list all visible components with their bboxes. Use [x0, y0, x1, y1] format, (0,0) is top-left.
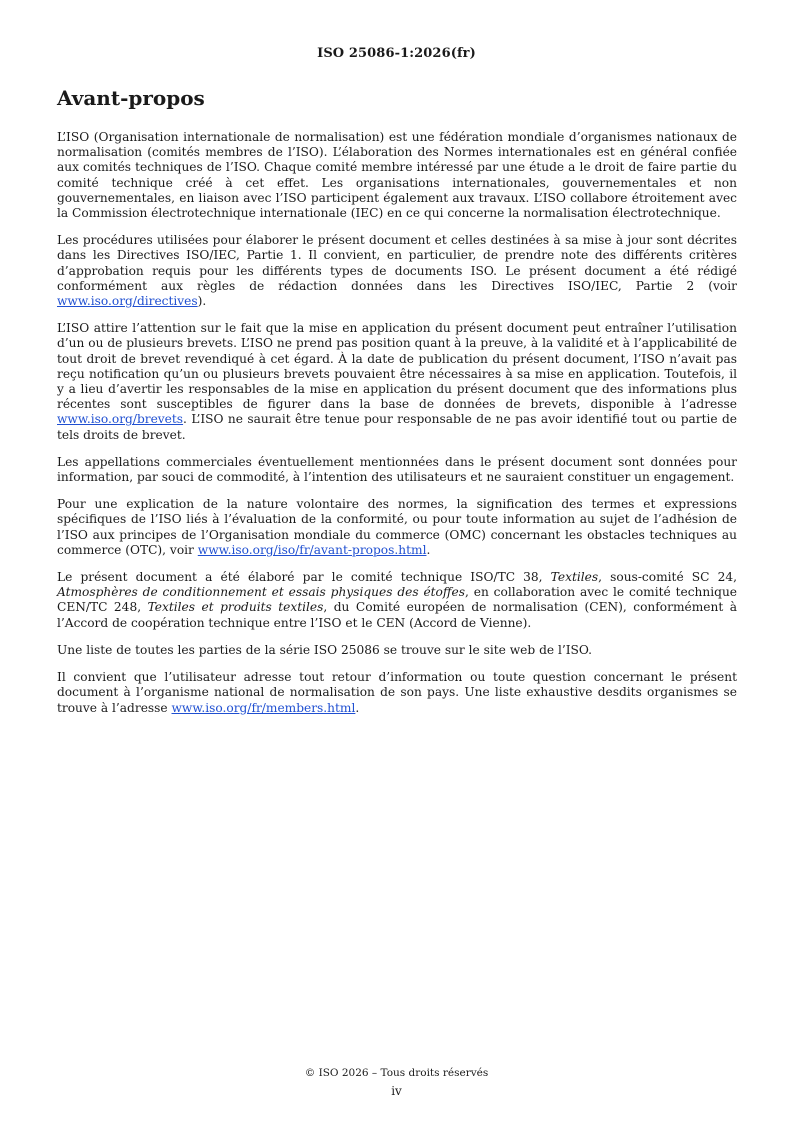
paragraph-text: , du Comité européen de normalisation (CEN), conformément à l’Accord de coopération technique entre l’ISO et le CEN (Accord de Vienne).: [57, 600, 737, 630]
members-link[interactable]: www.iso.org/fr/members.html: [171, 700, 356, 715]
paragraph-feedback: [57, 670, 737, 716]
directives-link[interactable]: www.iso.org/directives: [57, 294, 198, 309]
paragraph-text: L’ISO attire l’attention sur le fait que la mise en application du présent document peut entraîner l’utilisation d’un ou de plusieurs brevets. L’ISO ne prend pas position quant à la preuve, à la validité et à l’applicabilité de tout droit de brevet revendiqué à cet égard. À la date de publication du présent document, l’ISO n’avait pas reçu notification qu’un ou plusieurs brevets pouvaient être nécessaires à sa mise en application. Toutefois, il y a lieu d’avertir les responsables de la mise en application du présent document que des informations plus récentes sont susceptibles de figurer dans la base de données de brevets, disponible à l’adresse: [57, 321, 737, 412]
foreword-info-link[interactable]: www.iso.org/iso/fr/avant-propos.html: [197, 542, 427, 557]
subcommittee-title-italic: Atmosphères de conditionnement et essais physiques des étoffes: [57, 585, 466, 600]
paragraph-text: Pour une explication de la nature volontaire des normes, la signification des termes et expressions spécifiques de l’ISO liés à l’évaluation de la conformité, ou pour toute information au sujet de l’adhésion de l’ISO aux principes de l’Organisation mondiale du commerce (OMC) concernant les obstacles techniques au commerce (OTC), voir: [57, 497, 737, 557]
paragraph-text: .: [355, 700, 360, 715]
foreword-body: [57, 130, 737, 728]
copyright-notice: © ISO 2026 – Tous droits réservés: [304, 1067, 489, 1079]
paragraph-iso-intro: L’ISO (Organisation internationale de normalisation) est une fédération mondiale d’organismes nationaux de normalisation (comités membres de l’ISO). L’élaboration des Normes internationales est en général confiée aux comités techniques de l’ISO. Chaque comité membre intéressé par une étude a le droit de faire partie du comité technique créé à cet effet. Les organisations internationales, gouvernementales et non gouvernementales, en liaison avec l’ISO participent également aux travaux. L’ISO collabore étroitement avec la Commission électrotechnique internationale (IEC) en ce qui concerne la normalisation électrotechnique.: [57, 130, 737, 221]
paragraph-text: Le présent document a été élaboré par le comité technique ISO/TC 38,: [57, 570, 551, 585]
paragraph-text: ).: [197, 294, 207, 309]
paragraph-text: , en collaboration avec le comité technique CEN/TC 248,: [57, 585, 738, 615]
document-identifier: ISO 25086-1:2026(fr): [317, 46, 476, 61]
patents-link[interactable]: www.iso.org/brevets: [57, 412, 184, 427]
paragraph-committee: [57, 570, 737, 631]
paragraph-text: Il convient que l’utilisateur adresse tout retour d’information ou toute question concernant le présent document à l’organisme national de normalisation de son pays. Une liste exhaustive desdits organismes se trouve à l’adresse: [57, 670, 737, 715]
paragraph-trade-names: Les appellations commerciales éventuellement mentionnées dans le présent document sont données pour information, par souci de commodité, à l’intention des utilisateurs et ne sauraient constituer un engagement.: [57, 454, 737, 485]
committee-title-italic: Textiles: [550, 570, 599, 585]
paragraph-patents: [57, 321, 737, 443]
cen-committee-title-italic: Textiles et produits textiles: [147, 600, 324, 615]
page-number: iv: [391, 1084, 402, 1098]
paragraph-text: .: [426, 542, 431, 557]
paragraph-text: , sous-comité SC 24,: [598, 570, 737, 585]
paragraph-text: . L’ISO ne saurait être tenue pour responsable de ne pas avoir identifié tout ou partie de tels droits de brevet.: [57, 412, 737, 442]
paragraph-series-list: Une liste de toutes les parties de la série ISO 25086 se trouve sur le site web de l’ISO.: [57, 642, 593, 657]
paragraph-text: Les procédures utilisées pour élaborer le présent document et celles destinées à sa mise à jour sont décrites dans les Directives ISO/IEC, Partie 1. Il convient, en particulier, de prendre note des différents critères d’approbation requis pour les différents types de documents ISO. Le présent document a été rédigé conformément aux règles de rédaction données dans les Directives ISO/IEC, Partie 2 (voir: [57, 233, 737, 293]
section-title: Avant-propos: [57, 86, 205, 110]
paragraph-voluntary-nature: [57, 497, 737, 558]
paragraph-procedures: [57, 233, 737, 309]
